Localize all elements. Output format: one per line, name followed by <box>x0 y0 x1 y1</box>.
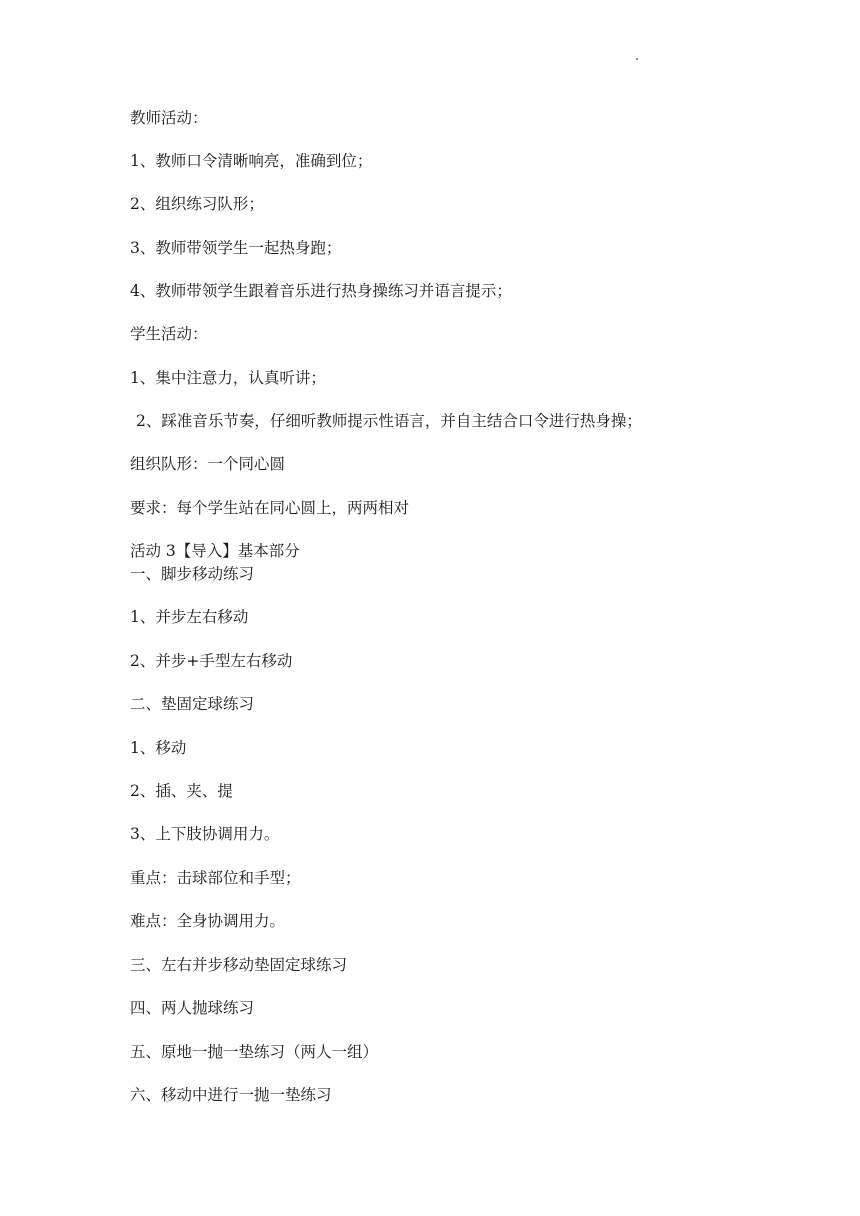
section-heading: 二、垫固定球练习 <box>130 695 255 713</box>
section-heading: 一、脚步移动练习 <box>130 565 255 583</box>
page-mark <box>636 58 638 60</box>
text-line: 3、教师带领学生一起热身跑； <box>130 239 342 257</box>
text-line: 1、并步左右移动 <box>130 608 249 626</box>
text-line: 3、上下肢协调用力。 <box>130 825 280 843</box>
section-heading: 四、两人抛球练习 <box>130 999 255 1017</box>
text-line: 2、踩准音乐节奏，仔细听教师提示性语言，并自主结合口令进行热身操； <box>136 412 642 430</box>
text-line: 难点：全身协调用力。 <box>130 912 286 930</box>
text-line: 4、教师带领学生跟着音乐进行热身操练习并语言提示； <box>130 282 512 300</box>
heading-teacher-activities: 教师活动： <box>130 109 208 127</box>
heading-activity-3: 活动 3【导入】基本部分 <box>130 542 300 560</box>
text-line: 2、并步+手型左右移动 <box>130 652 293 670</box>
text-line: 2、组织练习队形； <box>130 195 264 213</box>
section-heading: 六、移动中进行一抛一垫练习 <box>130 1086 332 1104</box>
text-line: 重点：击球部位和手型； <box>130 869 301 887</box>
text-line: 1、集中注意力，认真听讲； <box>130 369 326 387</box>
heading-student-activities: 学生活动： <box>130 325 208 343</box>
text-line: 1、教师口令清晰响亮，准确到位； <box>130 152 373 170</box>
text-line: 要求：每个学生站在同心圆上，两两相对 <box>130 499 410 517</box>
text-line: 2、插、夹、提 <box>130 782 233 800</box>
text-line: 组织队形：一个同心圆 <box>130 455 286 473</box>
section-heading: 五、原地一抛一垫练习（两人一组） <box>130 1043 379 1061</box>
text-line: 1、移动 <box>130 739 187 757</box>
section-heading: 三、左右并步移动垫固定球练习 <box>130 956 348 974</box>
